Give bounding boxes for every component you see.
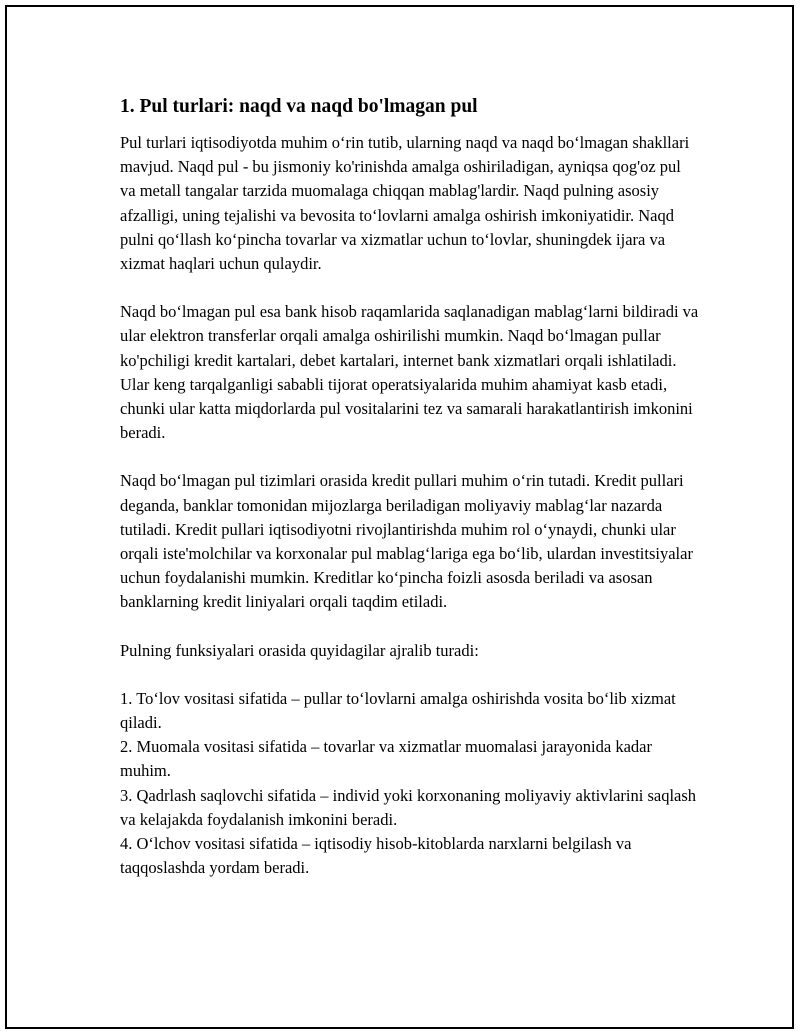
list-item: 3. Qadrlash saqlovchi sifatida – individ yoki korxonaning moliyaviy aktivlarini saqlash va kelajakda foydalanish imkonini beradi. [120,785,697,829]
paragraph-functions-intro: Pulning funksiyalari orasida quyidagilar ajralib turadi: [120,640,479,660]
paragraph-credit-money: Naqd bo‘lmagan pul tizimlari orasida kredit pullari muhim o‘rin tutadi. Kredit pullari deganda, banklar tomonidan mijozlarga beriladigan moliyaviy mablag‘lar nazarda tutiladi. Kredit pullari iqtisodiyotni rivojlantirishda muhim rol o‘ynaydi, chunki ular orqali iste'molchilar va korxonalar pul mablag‘lariga ega bo‘lib, ulardan investitsiyalar uchun foydalanishi mumkin. Kreditlar ko‘pincha foizli asosda beriladi va asosan banklarning kredit liniyalari orqali taqdim etiladi. [120,471,693,612]
page-frame [5,5,794,1029]
functions-list [120,687,700,881]
list-item: 1. To‘lov vositasi sifatida – pullar to‘lovlarni amalga oshirishda vosita bo‘lib xizmat qiladi. [120,688,676,733]
list-item: 4. O‘lchov vositasi sifatida – iqtisodiy hisob-kitoblarda narxlarni belgilash va taqqoslashda yordam beradi. [120,834,632,878]
section-heading: 1. Pul turlari: naqd va naqd bo'lmagan pul [120,96,478,117]
paragraph-non-cash-money: Naqd bo‘lmagan pul esa bank hisob raqamlarida saqlanadigan mablag‘larni bildiradi va ular elektron transferlar orqali amalga oshirilishi mumkin. Naqd bo‘lmagan pullar ko'pchiligi kredit kartalari, debet kartalari, internet bank xizmatlari orqali ishlatiladi. Ular keng tarqalganligi sababli tijorat operatsiyalarida muhim ahamiyat kasb etadi, chunki ular katta miqdorlarda pul vositalarini tez va samarali harakatlantirish imkonini beradi. [120,302,699,443]
document-body [120,95,700,880]
list-item: 2. Muomala vositasi sifatida – tovarlar va xizmatlar muomalasi jarayonida kadar muhim. [120,737,652,781]
paragraph-cash-money: Pul turlari iqtisodiyotda muhim o‘rin tutib, ularning naqd va naqd bo‘lmagan shakllari mavjud. Naqd pul - bu jismoniy ko'rinishda amalga oshiriladigan, ayniqsa qog'oz pul va metall tangalar tarzida muomalaga chiqqan mablag'lardir. Naqd pulning asosiy afzalligi, uning tejalishi va bevosita to‘lovlarni amalga oshirish imkoniyatidir. Naqd pulni qo‘llash ko‘pincha tovarlar va xizmatlar uchun to‘lovlar, shuningdek ijara va xizmat haqlari uchun qulaydir. [120,133,690,274]
